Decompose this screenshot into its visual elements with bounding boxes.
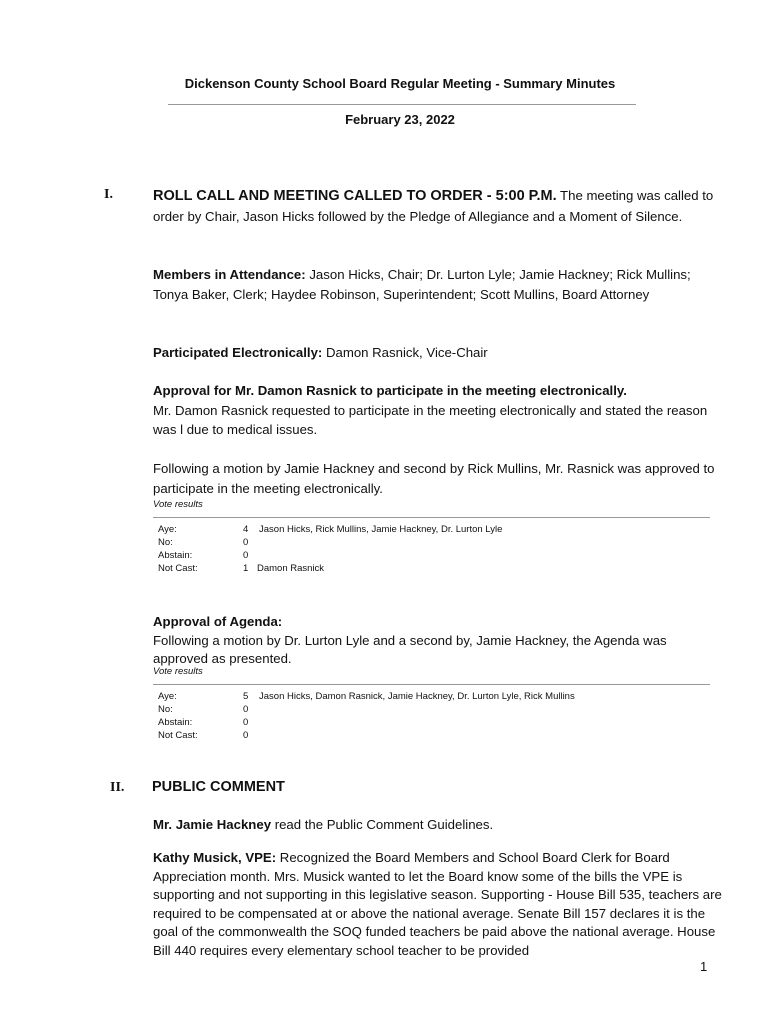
vote-names: Jason Hicks, Damon Rasnick, Jamie Hackney, Dr. Lurton Lyle, Rick Mullins xyxy=(259,691,575,702)
vote-count: 0 xyxy=(243,537,249,548)
vote-count: 4 xyxy=(243,524,249,535)
vote-label: Aye: xyxy=(158,524,177,535)
section-1-heading: ROLL CALL AND MEETING CALLED TO ORDER - 5:00 P.M. xyxy=(153,188,557,204)
agenda-heading: Approval of Agenda: xyxy=(153,614,283,629)
section-1-intro xyxy=(153,186,723,226)
members-in-attendance xyxy=(153,265,723,304)
vote-count: 1 xyxy=(243,563,249,574)
vote-label: Not Cast: xyxy=(158,730,198,741)
vote-label: No: xyxy=(158,704,173,715)
vote-label: Abstain: xyxy=(158,550,193,561)
electronic-text: Damon Rasnick, Vice-Chair xyxy=(322,345,488,360)
section-1-heading-text: The meeting was called to order by Chair, Jason Hicks followed by the Pledge of Allegiance and a Moment of Silence. xyxy=(153,188,714,224)
meeting-date: February 23, 2022 xyxy=(345,112,455,127)
page-number: 1 xyxy=(700,959,708,974)
approval-heading: Approval for Mr. Damon Rasnick to participate in the meeting electronically. xyxy=(153,383,627,398)
vote-2-caption: Vote results xyxy=(153,666,203,677)
hackney-label: Mr. Jamie Hackney xyxy=(153,817,272,832)
vote-1-divider xyxy=(153,517,710,518)
vote-1-caption: Vote results xyxy=(153,499,203,510)
vote-label: Aye: xyxy=(158,691,177,702)
vote-label: Not Cast: xyxy=(158,563,198,574)
kathy-musick-comment xyxy=(153,849,723,961)
vote-count: 0 xyxy=(243,550,249,561)
section-2-heading: PUBLIC COMMENT xyxy=(152,779,285,795)
vote-names: Jason Hicks, Rick Mullins, Jamie Hackney, Dr. Lurton Lyle xyxy=(259,524,503,535)
musick-label: Kathy Musick, VPE: xyxy=(153,850,277,865)
vote-count: 0 xyxy=(243,730,249,741)
vote-label: Abstain: xyxy=(158,717,193,728)
approval-text: Mr. Damon Rasnick requested to participate in the meeting electronically and stated the reason was l due to medical issues. xyxy=(153,402,708,437)
members-label: Members in Attendance: xyxy=(153,267,306,282)
members-text: Jason Hicks, Chair; Dr. Lurton Lyle; Jamie Hackney; Rick Mullins; Tonya Baker, Clerk; Haydee Robinson, Superintendent; Scott Mullins, Board Attorney xyxy=(153,267,691,302)
section-2-numeral: II. xyxy=(110,780,125,795)
section-1-numeral: I. xyxy=(104,187,113,202)
motion-rasnick: Following a motion by Jamie Hackney and second by Rick Mullins, Mr. Rasnick was approved to participate in the meeting electronically. xyxy=(153,461,715,496)
musick-text: Recognized the Board Members and School Board Clerk for Board Appreciation month. Mrs. Musick wanted to let the Board know some of the bills the VPE is supporting and not supporting in this legislative season. Supporting - House Bill 535, teachers are required to be compensated at or above the national average. Senate Bill 157 declares it is the goal of the commonwealth the SOQ funded teachers be paid above the national average. House Bill 440 requires every elementary school teacher to be provided xyxy=(153,850,722,958)
electronic-label: Participated Electronically: xyxy=(153,345,323,360)
hackney-text: read the Public Comment Guidelines. xyxy=(271,817,494,832)
agenda-text: Following a motion by Dr. Lurton Lyle and a second by, Jamie Hackney, the Agenda was approved as presented. xyxy=(153,632,667,666)
vote-count: 0 xyxy=(243,717,249,728)
approval-of-agenda xyxy=(153,612,723,668)
vote-count: 0 xyxy=(243,704,249,715)
document-title: Dickenson County School Board Regular Meeting - Summary Minutes xyxy=(184,76,616,91)
vote-count: 5 xyxy=(243,691,249,702)
title-divider xyxy=(168,104,636,105)
vote-label: No: xyxy=(158,537,173,548)
participated-electronically xyxy=(153,343,723,363)
vote-2-divider xyxy=(153,684,710,685)
vote-names: Damon Rasnick xyxy=(257,563,325,574)
approval-rasnick xyxy=(153,381,723,440)
public-comment-guidelines xyxy=(153,815,723,835)
